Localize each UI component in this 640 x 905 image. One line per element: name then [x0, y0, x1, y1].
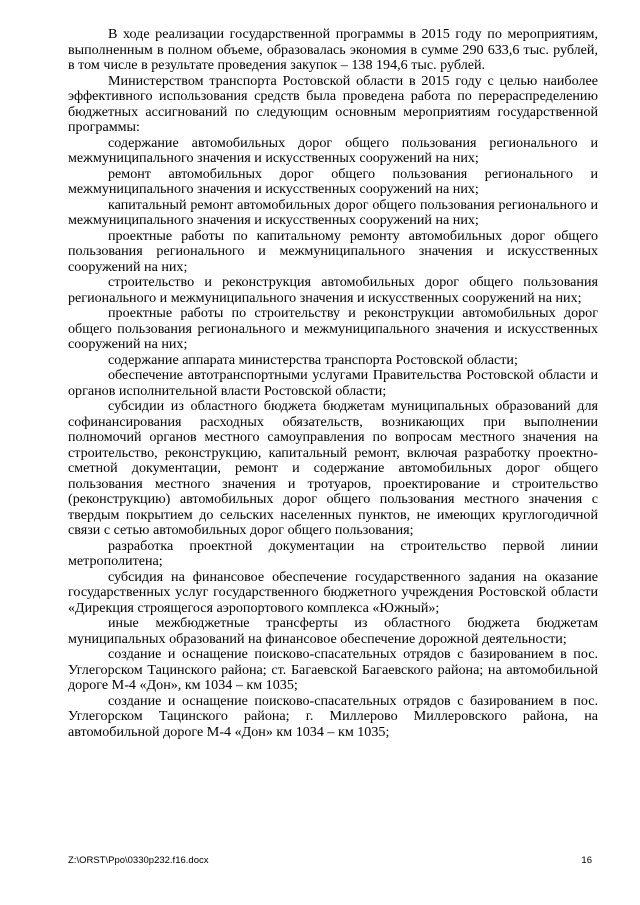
- paragraph: Министерством транспорта Ростовской области в 2015 году с целью наиболее эффективного использования средств была проведена работа по перераспределению бюджетных ассигнований по следующим основным мероприятиям государственной программы:: [68, 72, 598, 135]
- list-item: содержание автомобильных дорог общего пользования регионального и межмуниципального значения и искусственных сооружений на них;: [68, 134, 598, 166]
- list-item: проектные работы по капитальному ремонту автомобильных дорог общего пользования регионального и межмуниципального значения и искусственных сооружений на них;: [68, 227, 598, 275]
- document-body: [68, 27, 598, 740]
- list-item: иные межбюджетные трансферты из областного бюджета бюджетам муниципальных образований на финансовое обеспечение дорожной деятельности;: [68, 615, 598, 647]
- list-item: содержание аппарата министерства транспорта Ростовской области;: [108, 351, 518, 368]
- list-item: обеспечение автотранспортными услугами Правительства Ростовской области и органов исполнительной власти Ростовской области;: [68, 367, 598, 399]
- list-item: субсидия на финансовое обеспечение государственного задания на оказание государственных услуг государственного бюджетного учреждения Ростовской области «Дирекция строящегося аэропортового комплекса «Южный»;: [68, 568, 598, 616]
- list-item: создание и оснащение поисково-спасательных отрядов с базированием в пос. Углегорском Тацинского района; ст. Багаевской Багаевского района; на автомобильной дороге М-4 «Дон», км 1034 – км 1035;: [68, 646, 598, 693]
- page-number: 16: [581, 855, 592, 866]
- paragraph: В ходе реализации государственной программы в 2015 году по мероприятиям, выполненным в полном объеме, образовалась экономия в сумме 290 633,6 тыс. рублей, в том числе в результате проведения закупок – 138 194,6 тыс. рублей.: [68, 26, 598, 73]
- list-item: разработка проектной документации на строительство первой линии метрополитена;: [68, 537, 598, 569]
- list-item: проектные работы по строительству и реконструкции автомобильных дорог общего пользования регионального и межмуниципального значения и искусственных сооружений на них;: [68, 305, 598, 352]
- list-item: создание и оснащение поисково-спасательных отрядов с базированием в пос. Углегорском Тацинского района; г. Миллерово Миллеровского района, на автомобильной дороге М-4 «Дон» км 1034 – км 1035;: [68, 692, 598, 740]
- file-path: Z:\ORST\Ppo\0330p232.f16.docx: [68, 855, 209, 866]
- list-item: строительство и реконструкция автомобильных дорог общего пользования регионального и межмуниципального значения и искусственных сооружений на них;: [68, 274, 598, 306]
- list-item: субсидии из областного бюджета бюджетам муниципальных образований для софинансирования расходных обязательств, возникающих при выполнении полномочий органов местного самоуправления по вопросам местного значения на строительство, реконструкцию, капитальный ремонт, включая разработку проектно-сметной документации, ремонт и содержание автомобильных дорог общего пользования местного значения и тротуаров, проектирование и строительство (реконструкцию) автомобильных дорог общего пользования местного значения с твердым покрытием до сельских населенных пунктов, не имеющих круглогодичной связи с сетью автомобильных дорог общего пользования;: [68, 398, 598, 538]
- page-footer: [68, 855, 592, 866]
- list-item: капитальный ремонт автомобильных дорог общего пользования регионального и межмуниципального значения и искусственных сооружений на них;: [68, 196, 598, 228]
- list-item: ремонт автомобильных дорог общего пользования регионального и межмуниципального значения и искусственных сооружений на них;: [68, 165, 598, 197]
